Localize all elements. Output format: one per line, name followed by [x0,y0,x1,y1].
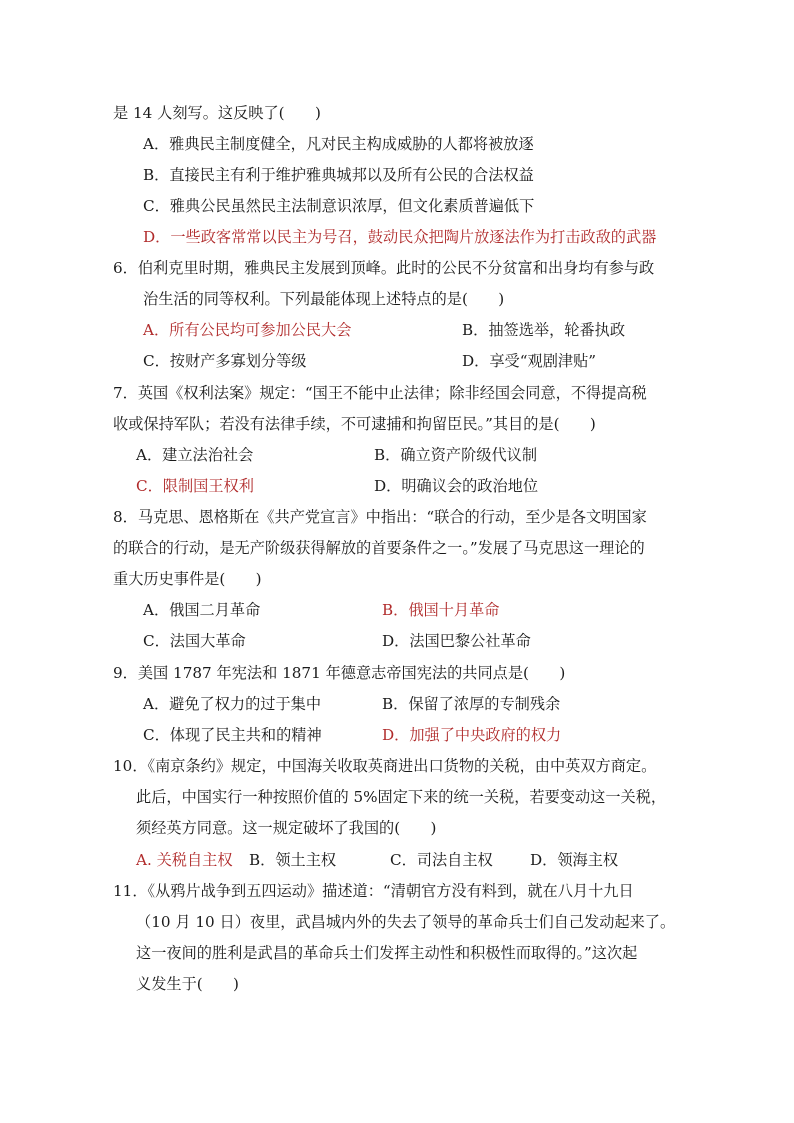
q6-option-c: C．按财产多寡划分等级 [143,352,307,370]
q11-stem-line3: 这一夜间的胜利是武昌的革命兵士们发挥主动性和积极性而取得的。”这次起 [136,944,638,962]
q8-option-a: A．俄国二月革命 [143,601,261,619]
q9-option-c: C．体现了民主共和的精神 [143,726,322,744]
q5-option-d: D．一些政客常常以民主为号召，鼓动民众把陶片放逐法作为打击政敌的武器 [143,228,657,246]
q7-stem-line2: 收或保持军队；若没有法律手续，不可逮捕和拘留臣民。”其目的是( ) [113,415,596,433]
q9-option-a: A．避免了权力的过于集中 [143,695,322,713]
q8-stem-line3: 重大历史事件是( ) [113,570,262,588]
q10-stem-line1: 10．《南京条约》规定，中国海关收取英商进出口货物的关税，由中英双方商定。 [113,757,657,775]
q9-option-d: D．加强了中央政府的权力 [382,726,562,744]
q10-stem-line2: 此后，中国实行一种按照价值的 5%固定下来的统一关税，若要变动这一关税， [136,788,667,806]
q5-option-a: A．雅典民主制度健全，凡对民主构成威胁的人都将被放逐 [143,135,534,153]
q6-option-d: D．享受“观剧津贴” [462,352,597,370]
q5-option-c: C．雅典公民虽然民主法制意识浓厚，但文化素质普遍低下 [143,197,535,215]
q6-stem-line2: 治生活的同等权利。下列最能体现上述特点的是( ) [143,290,505,308]
q6-stem-line1: 6．伯利克里时期，雅典民主发展到顶峰。此时的公民不分贫富和出身均有参与政 [113,259,655,277]
q5-stem-tail: 是 14 人刻写。这反映了( ) [113,104,321,122]
q11-stem-line4: 义发生于( ) [136,975,239,993]
q7-option-c: C．限制国王权利 [136,477,254,495]
q6-option-a: A．所有公民均可参加公民大会 [143,321,352,339]
q8-option-d: D．法国巴黎公社革命 [382,632,531,650]
q8-stem-line1: 8．马克思、恩格斯在《共产党宣言》中指出：“联合的行动，至少是各文明国家 [113,508,647,526]
q10-option-c: C．司法自主权 [390,851,493,869]
q9-stem-line1: 9．美国 1787 年宪法和 1871 年德意志帝国宪法的共同点是( ) [113,664,566,682]
q7-option-d: D．明确议会的政治地位 [374,477,539,495]
q8-option-b: B．俄国十月革命 [382,601,500,619]
q8-option-c: C．法国大革命 [143,632,246,650]
q7-option-b: B．确立资产阶级代议制 [374,446,538,464]
q10-option-a: A. 关税自主权 [136,851,233,869]
q10-stem-line3: 须经英方同意。这一规定破坏了我国的( ) [136,819,437,837]
q10-option-b: B．领土主权 [249,851,337,869]
q8-stem-line2: 的联合的行动，是无产阶级获得解放的首要条件之一。”发展了马克思这一理论的 [113,539,645,557]
q10-option-d: D．领海主权 [530,851,619,869]
q6-option-b: B．抽签选举，轮番执政 [462,321,626,339]
q5-option-b: B．直接民主有利于维护雅典城邦以及所有公民的合法权益 [143,166,534,184]
q11-stem-line2: （10 月 10 日）夜里，武昌城内外的失去了领导的革命兵士们自己发动起来了。 [136,913,676,931]
q7-option-a: A．建立法治社会 [136,446,254,464]
q9-option-b: B．保留了浓厚的专制残余 [382,695,561,713]
q7-stem-line1: 7．英国《权利法案》规定：“国王不能中止法律；除非经国会同意，不得提高税 [113,384,647,402]
q11-stem-line1: 11．《从鸦片战争到五四运动》描述道：“清朝官方没有料到，就在八月十九日 [113,882,634,900]
